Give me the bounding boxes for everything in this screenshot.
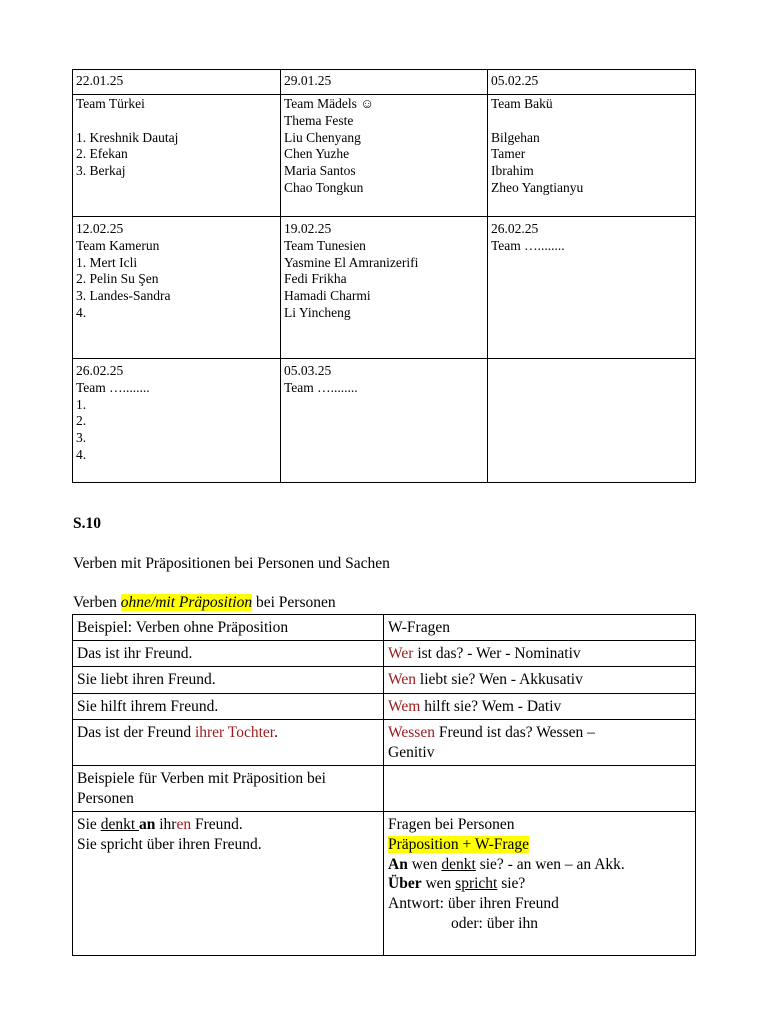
schedule-cell [281, 359, 488, 483]
schedule-date: 19.02.25 [284, 221, 332, 236]
w-question [384, 667, 696, 694]
question-text: wen [407, 855, 442, 873]
table-caption [73, 594, 336, 612]
member-name: 3. Berkaj [76, 163, 126, 179]
grammar-row [73, 694, 696, 720]
member-name: 2. Pelin Su Şen [76, 271, 159, 287]
schedule-date-cell: 29.01.25 [281, 70, 488, 95]
preposition: an [139, 816, 156, 833]
example-line [77, 815, 379, 835]
schedule-cell [281, 217, 488, 359]
sentence-text: Das ist der Freund [77, 724, 195, 741]
empty-cell [384, 766, 696, 812]
question-text: sie? [497, 875, 526, 893]
team-name: Team …........ [76, 379, 150, 395]
verb: denkt [441, 855, 476, 873]
case-name: Genitiv [388, 743, 435, 761]
answer-line: Antwort: über ihren Freund [388, 895, 559, 913]
schedule-cell [73, 359, 281, 483]
sentence-text: Freund. [191, 816, 243, 833]
schedule-date: 26.02.25 [491, 221, 539, 236]
member-name: Ibrahim [491, 163, 534, 179]
member-name: Zheo Yangtianyu [491, 179, 584, 195]
question-rest: ist das? - Wer - Nominativ [413, 645, 581, 662]
team-topic: Thema Feste [284, 112, 354, 128]
schedule-row [73, 217, 696, 359]
grammar-header-right: W-Fragen [384, 615, 696, 641]
schedule-date: 26.02.25 [76, 363, 124, 378]
schedule-row [73, 359, 696, 483]
schedule-table [72, 69, 696, 483]
w-question [384, 641, 696, 667]
grammar-row [73, 720, 696, 766]
team-name: Team Kamerun [76, 237, 160, 253]
schedule-date-cell: 22.01.25 [73, 70, 281, 95]
schedule-cell [73, 95, 281, 217]
example-sentence [73, 720, 384, 766]
caption-text: Verben [73, 594, 121, 611]
question-text: sie? - an wen – an Akk. [475, 855, 625, 873]
team-name: Team …........ [284, 379, 358, 395]
grammar-table [72, 614, 696, 956]
sentence-text: Sie [77, 816, 101, 833]
section-subtitle: Verben mit Präpositionen bei Personen und Sachen [73, 555, 390, 572]
question-text: wen [421, 875, 456, 893]
question-rest: Freund ist das? Wessen – [434, 724, 595, 741]
example-sentence: Sie liebt ihren Freund. [73, 667, 384, 694]
schedule-cell-empty [488, 359, 696, 483]
rule-line [388, 835, 691, 855]
member-name: Tamer [491, 146, 526, 162]
sentence-text: . [274, 724, 278, 741]
sentence-text: ihr [155, 816, 177, 833]
team-name: Team Bakü [491, 96, 553, 111]
member-name: Yasmine El Amranizerifi [284, 254, 419, 270]
schedule-cell [488, 217, 696, 359]
question-line [388, 874, 691, 894]
schedule-cell [73, 217, 281, 359]
verb: denkt [100, 816, 139, 833]
team-name: Team Türkei [76, 96, 145, 111]
rule-highlight: Präposition + W-Frage [388, 835, 530, 853]
question-word: Wen [388, 671, 417, 688]
member-slot: 3. [76, 430, 87, 446]
ending: en [176, 816, 192, 833]
team-name: Team Mädels ☺ [284, 96, 375, 111]
member-slot: 4. [76, 446, 87, 462]
member-name: Li Yincheng [284, 304, 351, 320]
section-number: S.10 [73, 515, 101, 532]
schedule-row [73, 95, 696, 217]
mit-praeposition-header: Beispiele für Verben mit Präposition bei Personen [73, 766, 384, 812]
genitive-phrase: ihrer Tochter [194, 724, 275, 741]
question-explanation [384, 812, 696, 956]
member-name: 1. Mert Icli [76, 254, 138, 270]
member-name: Bilgehan [491, 129, 540, 145]
preposition: An [388, 855, 408, 873]
schedule-header-row [73, 70, 696, 95]
blank-line [491, 113, 692, 130]
schedule-cell [281, 95, 488, 217]
question-word: Wem [388, 698, 421, 715]
member-name: Fedi Frikha [284, 271, 347, 287]
caption-highlight: ohne/mit Präposition [120, 594, 253, 611]
team-name: Team Tunesien [284, 237, 366, 253]
member-name: Chen Yuzhe [284, 146, 350, 162]
member-name: Liu Chenyang [284, 129, 361, 145]
example-line: Sie spricht über ihren Freund. [77, 835, 262, 853]
grammar-header-row [73, 615, 696, 641]
preposition: Über [388, 875, 422, 893]
verb: spricht [455, 875, 498, 893]
team-name: Team …........ [491, 237, 565, 253]
member-name: 2. Efekan [76, 146, 128, 162]
grammar-header-left: Beispiel: Verben ohne Präposition [73, 615, 384, 641]
member-slot: 1. [76, 396, 87, 412]
grammar-row [73, 641, 696, 667]
explanation-title: Fragen bei Personen [388, 816, 515, 833]
grammar-row [73, 667, 696, 694]
question-line [388, 855, 691, 875]
member-name: 1. Kreshnik Dautaj [76, 129, 179, 145]
question-word: Wer [388, 645, 414, 662]
caption-text: bei Personen [252, 594, 336, 611]
schedule-cell [488, 95, 696, 217]
question-rest: hilft sie? Wem - Dativ [420, 698, 562, 715]
member-name: Maria Santos [284, 163, 356, 179]
example-sentence: Das ist ihr Freund. [73, 641, 384, 667]
example-sentences [73, 812, 384, 956]
question-word: Wessen [388, 724, 435, 741]
w-question [384, 720, 696, 766]
member-name: Chao Tongkun [284, 179, 364, 195]
grammar-row [73, 812, 696, 956]
schedule-date: 05.03.25 [284, 363, 332, 378]
member-name: 3. Landes-Sandra [76, 288, 171, 304]
blank-line [76, 113, 277, 130]
grammar-row [73, 766, 696, 812]
example-sentence: Sie hilft ihrem Freund. [73, 694, 384, 720]
schedule-date-cell: 05.02.25 [488, 70, 696, 95]
schedule-date: 12.02.25 [76, 221, 124, 236]
member-name: Hamadi Charmi [284, 288, 371, 304]
w-question [384, 694, 696, 720]
question-rest: liebt sie? Wen - Akkusativ [416, 671, 583, 688]
answer-line: oder: über ihn [451, 914, 538, 932]
member-slot: 2. [76, 413, 87, 429]
member-name: 4. [76, 304, 87, 320]
